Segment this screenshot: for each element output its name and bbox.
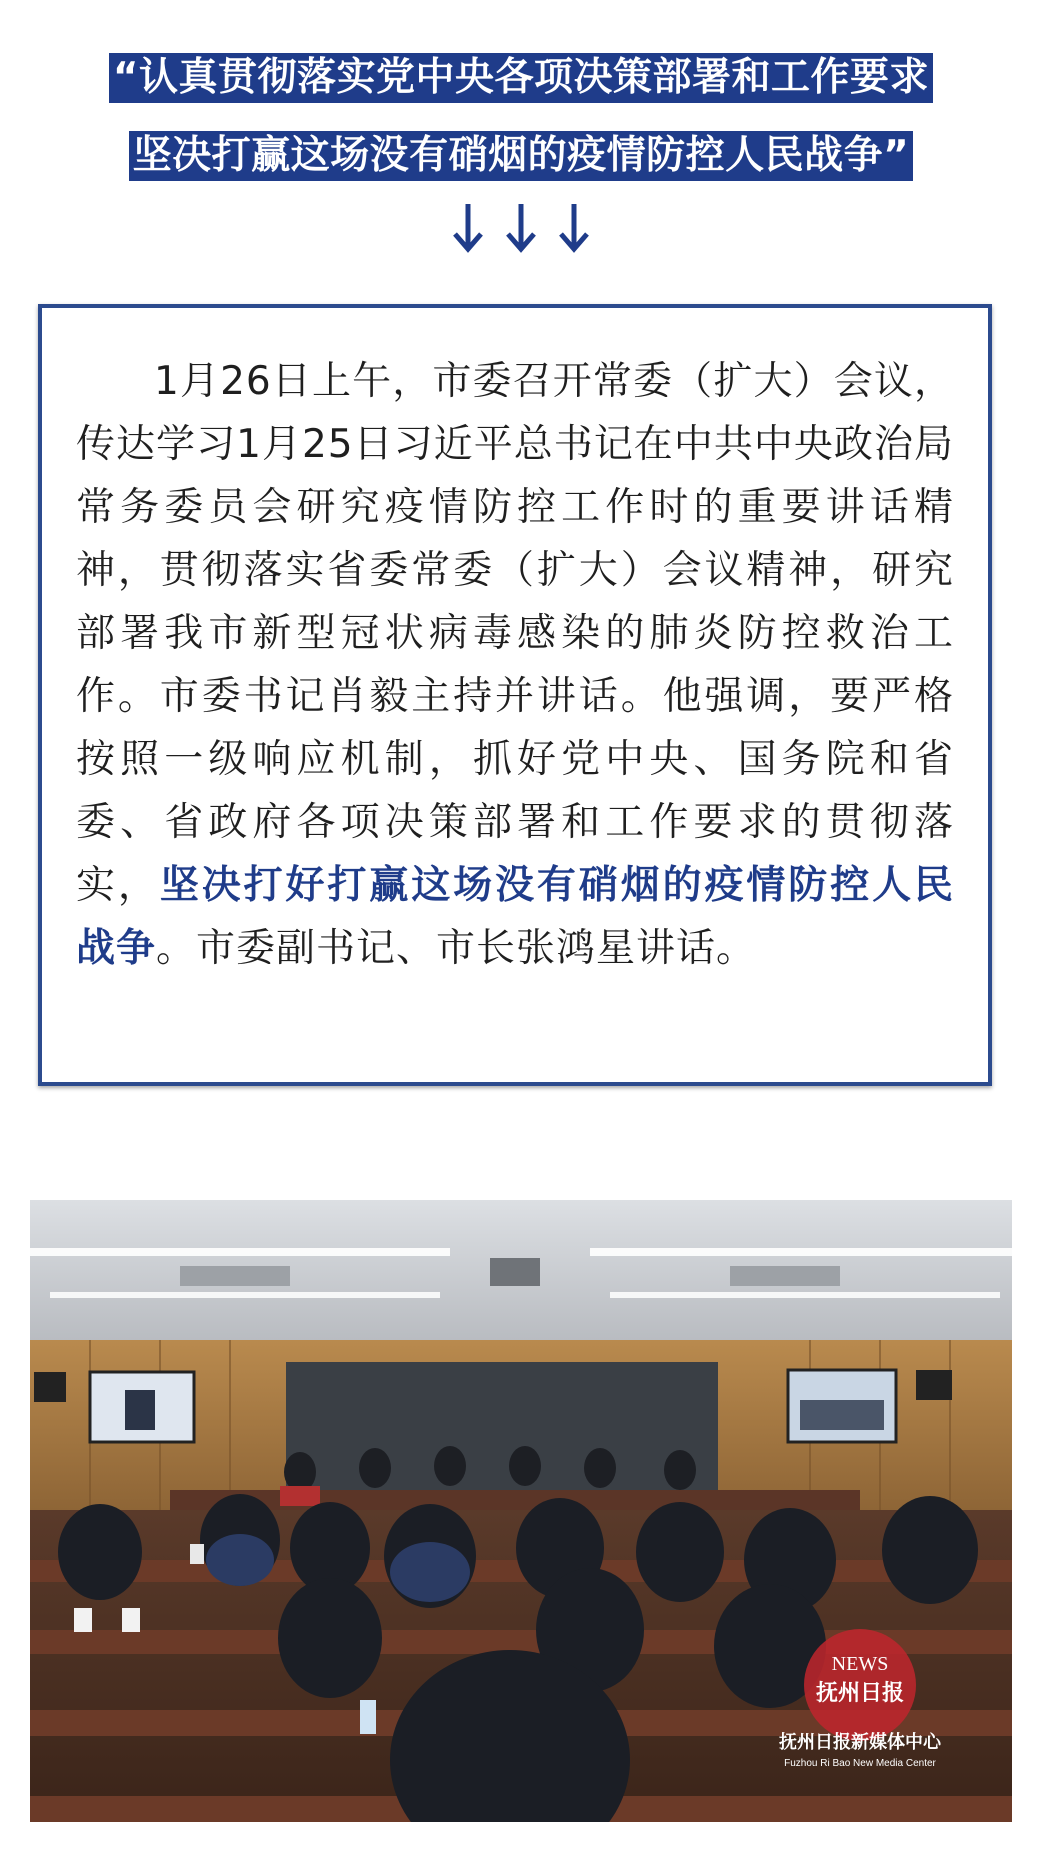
headline-line-2	[0, 131, 1042, 181]
down-arrows	[0, 202, 1042, 258]
paragraph-text-end: 。市委副书记、市长张鸿星讲话。	[156, 926, 757, 971]
watermark-caption-en: Fuzhou Ri Bao New Media Center	[784, 1758, 936, 1769]
article-text-box	[38, 304, 992, 1086]
paragraph-text-start: 1月26日上午，市委召开常委（扩大）会议，传达学习1月25日习近平总书记在中共中央政治局常务委员会研究疫情防控工作时的重要讲话精神，贯彻落实省委常委（扩大）会议精神，研究部署我市新型冠状病毒感染的肺炎防控救治工作。市委书记肖毅主持并讲话。他强调，要严格按照一级响应机制，抓好党中央、国务院和省委、省政府各项决策部署和工作要求的贯彻落实，	[76, 359, 954, 908]
watermark-news: NEWS	[831, 1653, 889, 1675]
article-paragraph	[76, 350, 954, 980]
meeting-photo	[30, 1200, 1012, 1822]
paragraph-emphasis: 坚决打好打赢这场没有硝烟的疫情防控人民战争	[76, 863, 954, 971]
arrow-down-icon	[556, 202, 592, 254]
arrow-down-icon	[450, 202, 486, 254]
headline-line-1-text: “认真贯彻落实党中央各项决策部署和工作要求	[109, 53, 933, 103]
headline-line-2-text: 坚决打赢这场没有硝烟的疫情防控人民战争”	[129, 131, 914, 181]
watermark-brand: 抚州日报	[815, 1681, 905, 1706]
watermark-caption: 抚州日报新媒体中心	[779, 1732, 941, 1753]
meeting-room-illustration	[30, 1200, 1012, 1822]
arrow-down-icon	[503, 202, 539, 254]
headline-line-1	[0, 53, 1042, 103]
